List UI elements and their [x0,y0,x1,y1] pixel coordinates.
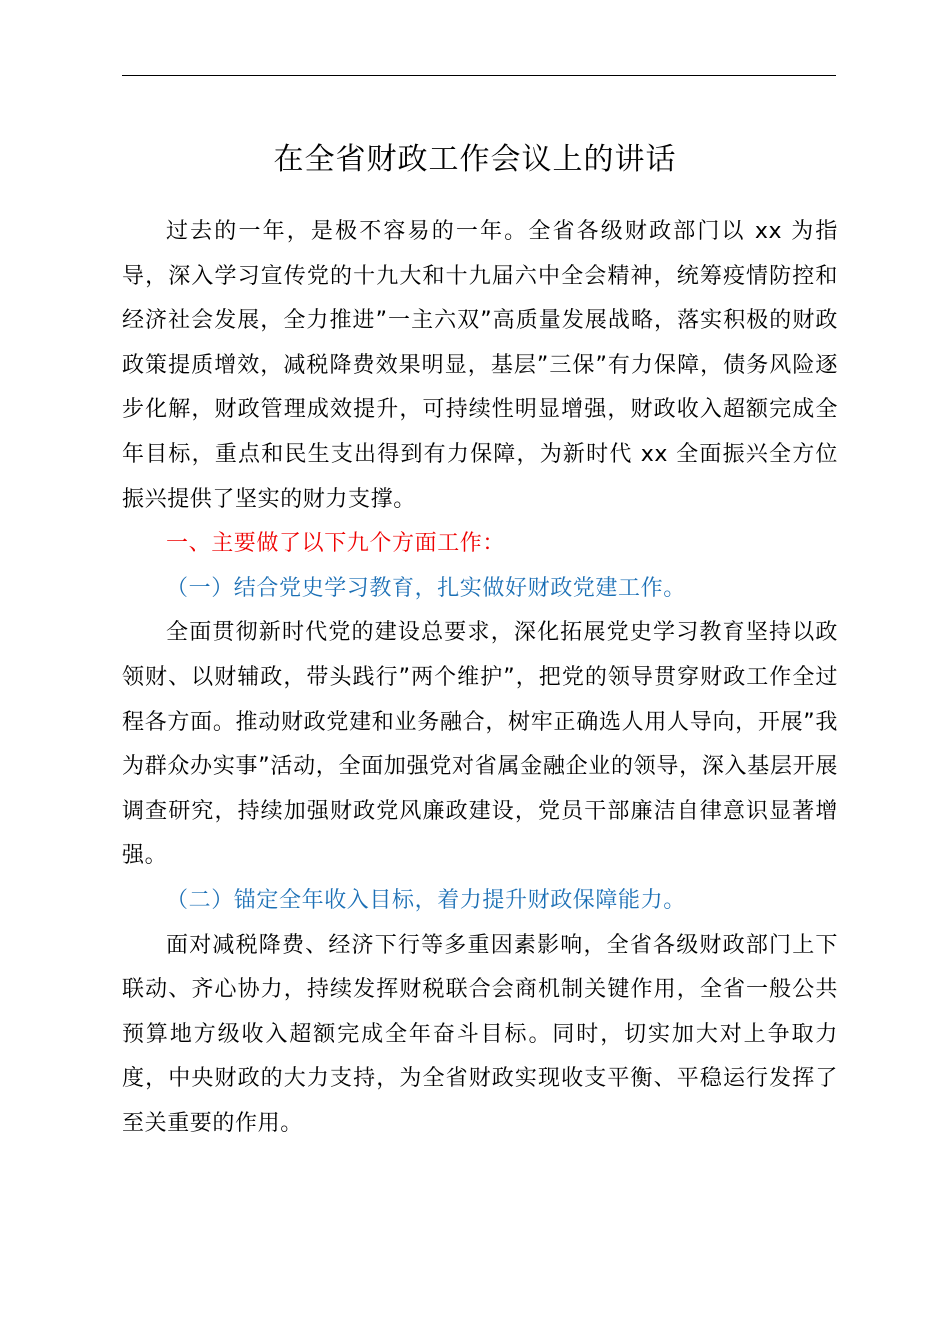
body-paragraph-1: 全面贯彻新时代党的建设总要求，深化拓展党史学习教育坚持以政领财、以财辅政，带头践行”两个维护”，把党的领导贯穿财政工作全过程各方面。推动财政党建和业务融合，树牢正确选人用人导向，开展”我为群众办实事”活动，全面加强党对省属金融企业的领导，深入基层开展调查研究，持续加强财政党风廉政建设，党员干部廉洁自律意识显著增强。 [122,620,838,869]
header-rule [122,75,836,76]
section-heading: 一、主要做了以下九个方面工作： [166,531,506,557]
document-title: 在全省财政工作会议上的讲话 [273,142,677,177]
document-body [122,210,838,1146]
subsection-heading-1: （一）结合党史学习教育，扎实做好财政党建工作。 [166,575,686,601]
body-paragraph-2: 面对减税降费、经济下行等多重因素影响，全省各级财政部门上下联动、齐心协力，持续发挥财税联合会商机制关键作用，全省一般公共预算地方级收入超额完成全年奋斗目标。同时，切实加大对上争取力度，中央财政的大力支持，为全省财政实现收支平衡、平稳运行发挥了至关重要的作用。 [122,932,838,1136]
intro-paragraph: 过去的一年，是极不容易的一年。全省各级财政部门以 xx 为指导，深入学习宣传党的十九大和十九届六中全会精神，统筹疫情防控和经济社会发展，全力推进”一主六双”高质量发展战略，落实积极的财政政策提质增效，减税降费效果明显，基层”三保”有力保障，债务风险逐步化解，财政管理成效提升，可持续性明显增强，财政收入超额完成全年目标，重点和民生支出得到有力保障，为新时代 xx 全面振兴全方位振兴提供了坚实的财力支撑。 [122,219,838,512]
subsection-heading-2: （二）锚定全年收入目标，着力提升财政保障能力。 [166,887,686,913]
